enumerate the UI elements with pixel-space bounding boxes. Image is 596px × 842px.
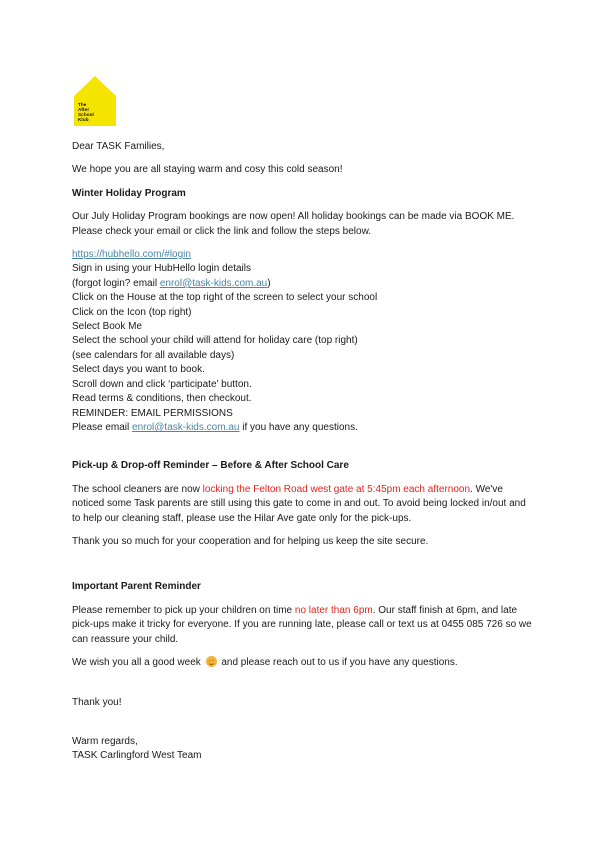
logo-line: Klub: [78, 117, 89, 122]
logo-line: The: [78, 102, 87, 107]
signature-team: TASK Carlingford West Team: [72, 750, 202, 762]
winter-heading: Winter Holiday Program: [72, 187, 186, 199]
pickup-paragraph: The school cleaners are now locking the Felton Road west gate at 5:45pm each afternoon. We've noticed some Task parents are still using this gate to come in and out. To avoid being locked in/out and to help our cleaning staff, please use the Hilar Ave gate only for the pick-ups.: [72, 483, 526, 524]
step-book: Select Book Me: [72, 321, 143, 333]
enrol-email-link[interactable]: enrol@task-kids.com.au: [132, 421, 240, 433]
after-school-klub-logo: [74, 76, 116, 126]
parent-heading: Important Parent Reminder: [72, 581, 201, 593]
pickup-thanks: Thank you so much for your cooperation and for helping us keep the site secure.: [72, 535, 429, 547]
logo-line: After: [78, 107, 90, 112]
step-signin: Sign in using your HubHello login details: [72, 263, 251, 275]
step-terms: Read terms & conditions, then checkout.: [72, 393, 252, 405]
step-icon: Click on the Icon (top right): [72, 306, 192, 318]
step-house: Click on the House at the top right of the screen to select your school: [72, 292, 378, 304]
step-reminder: REMINDER: EMAIL PERMISSIONS: [72, 407, 233, 419]
step-days: Select days you want to book.: [72, 364, 205, 376]
gate-lock-notice: locking the Felton Road west gate at 5:45pm each afternoon: [202, 483, 471, 495]
parent-paragraph: Please remember to pick up your children on time no later than 6pm. Our staff finish at 6pm, and late pick-ups make it tricky for everyone. If you are running late, please call or text us at 0455 085 726 so we can reassure your child.: [72, 604, 532, 645]
letter-body: [72, 140, 532, 764]
step-scroll: Scroll down and click ‘participate’ button.: [72, 378, 252, 390]
hubhello-link[interactable]: https://hubhello.com/#login: [72, 249, 191, 261]
booking-steps: [72, 248, 532, 435]
step-school: Select the school your child will attend for holiday care (top right): [72, 335, 358, 347]
greeting: Dear TASK Families,: [72, 141, 165, 152]
pickup-heading: Pick-up & Drop-off Reminder – Before & After School Care: [72, 460, 349, 472]
logo-text: [78, 102, 94, 122]
good-week-line: We wish you all a good week and please reach out to us if you have any questions.: [72, 656, 458, 668]
intro-line: We hope you are all staying warm and cosy this cold season!: [72, 164, 343, 176]
step-calendars: (see calendars for all available days): [72, 349, 235, 361]
regards: Warm regards,: [72, 735, 138, 747]
logo-line: School: [78, 112, 94, 117]
enrol-email-link[interactable]: enrol@task-kids.com.au: [159, 277, 268, 289]
smiley-emoji-icon: [206, 656, 217, 667]
thank-you: Thank you!: [72, 697, 122, 709]
step-forgot: (forgot login? email enrol@task-kids.com.au): [72, 277, 271, 289]
step-questions: Please email enrol@task-kids.com.au if you have any questions.: [72, 421, 358, 433]
winter-paragraph: Our July Holiday Program bookings are now open! All holiday bookings can be made via BOOK ME. Please check your email or click the link and follow the steps below.: [72, 211, 515, 237]
pickup-deadline: no later than 6pm: [294, 604, 373, 616]
